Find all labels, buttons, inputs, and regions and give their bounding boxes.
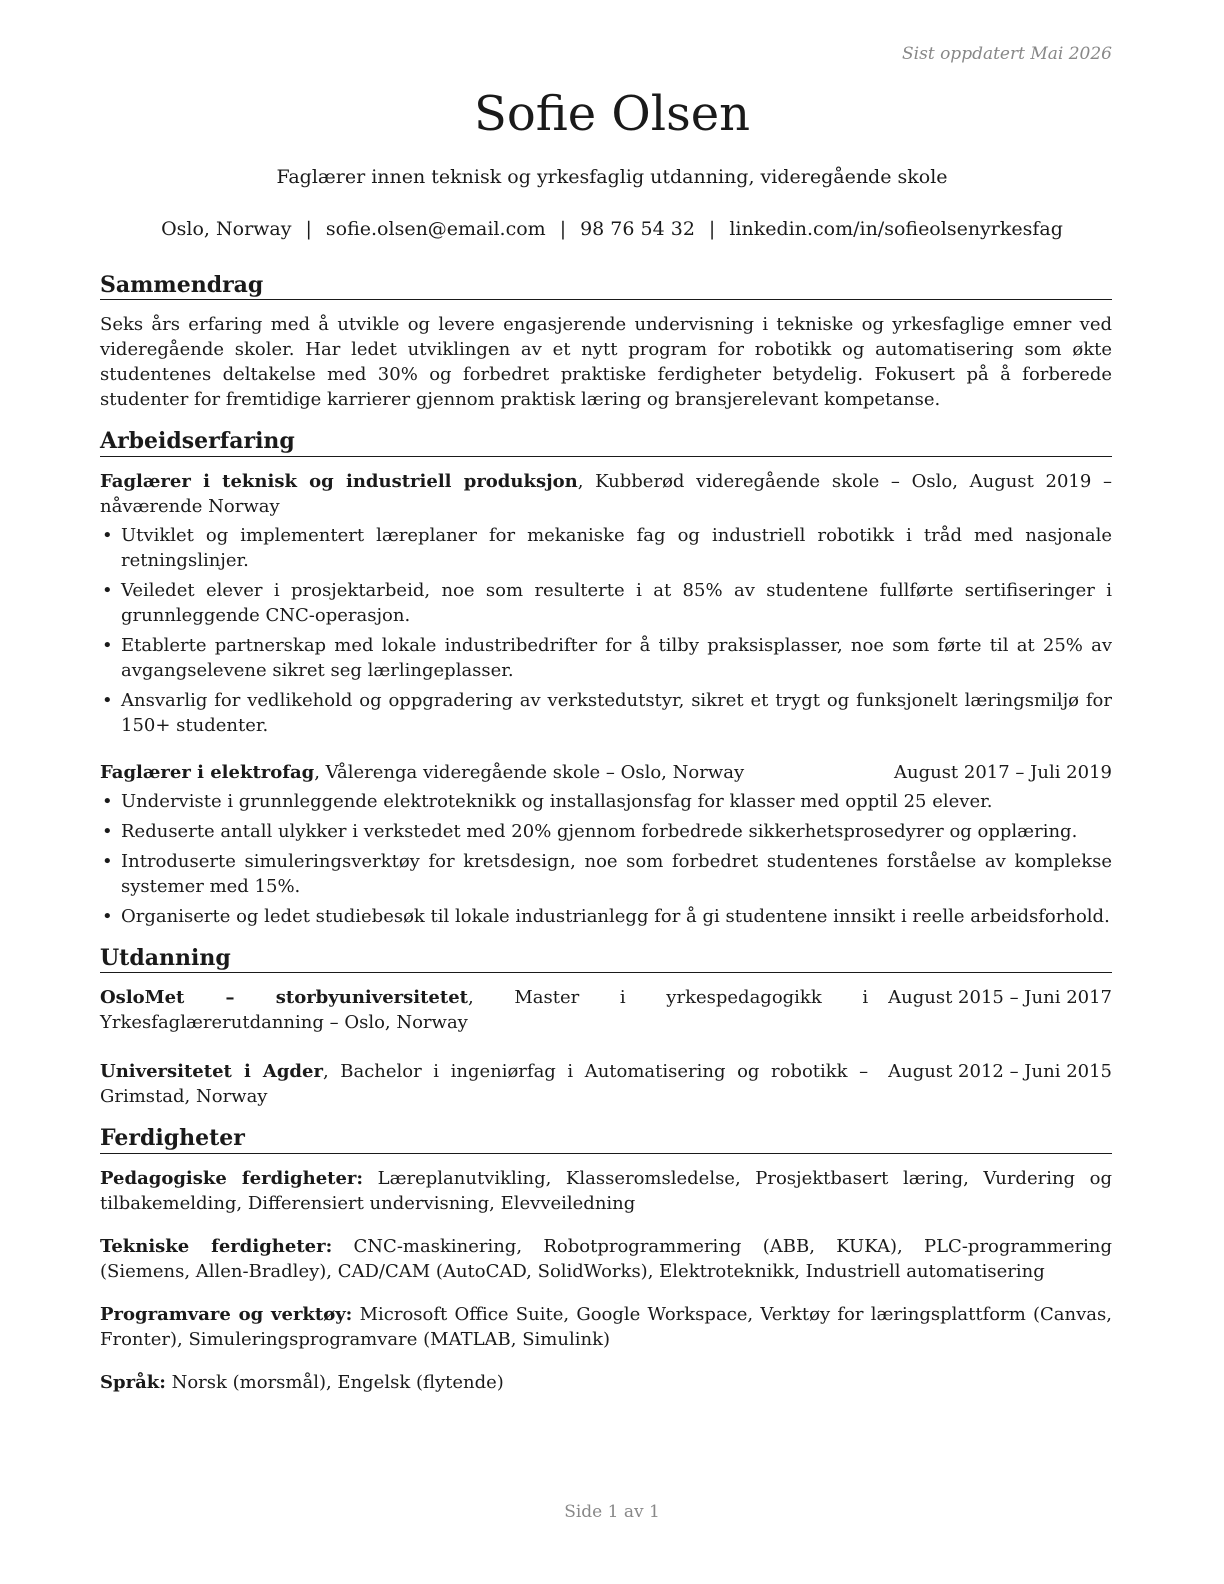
job-bullets (100, 789, 1112, 929)
contact-separator: | (559, 218, 567, 240)
skill-label: Språk: (100, 1371, 166, 1393)
contact-separator: | (708, 218, 716, 240)
skill-text: Norsk (morsmål), Engelsk (flytende) (165, 1371, 504, 1393)
job-dates: August 2019 – nåværende (100, 470, 1112, 517)
education-title-line (100, 985, 868, 1035)
list-item: • Utviklet og implementert læreplaner for mekaniske fag og industriell robotikk i tråd med nasjonale retningslinjer. (100, 523, 1112, 573)
job-title-line (100, 760, 744, 785)
experience-section (100, 428, 1112, 928)
contact-phone: 98 76 54 32 (580, 218, 695, 240)
summary-text: Seks års erfaring med å utvikle og levere engasjerende undervisning i tekniske og yrkesfaglige emner ved videregående skoler. Har ledet utviklingen av et nytt program for robotikk og automatisering som økte studentenes deltakelse med 30% og forbedret praktiske ferdigheter betydelig. Fokusert på å forberede studenter for fremtidige karrierer gjennom praktisk læring og bransjerelevant kompetanse. (100, 314, 1112, 411)
list-item: • Organiserte og ledet studiebesøk til lokale industrianlegg for å gi studentene innsikt i reelle arbeidsforhold. (100, 904, 1112, 929)
skill-line (100, 1302, 1112, 1352)
job-bullets (100, 523, 1112, 738)
education-detail: , Master i yrkespedagogikk i Yrkesfaglærerutdanning – Oslo, Norway (100, 987, 869, 1034)
skill-line (100, 1166, 1112, 1216)
tagline: Faglærer innen teknisk og yrkesfaglig utdanning, videregående skole (276, 166, 948, 188)
education-entry (100, 1059, 1112, 1109)
education-dates: August 2015 – Juni 2017 (888, 987, 1112, 1009)
job-place: , Kubberød videregående skole – Oslo, (577, 470, 970, 492)
job-dates: August 2017 – Juli 2019 (893, 761, 1112, 783)
candidate-name: Sofie Olsen (473, 86, 751, 142)
job-place: , Vålerenga videregående skole – Oslo, Norway (314, 761, 745, 783)
skill-line (100, 1234, 1112, 1284)
education-entry (100, 985, 1112, 1035)
education-section (100, 945, 1112, 1109)
education-detail: , Bachelor i ingeniørfag i Automatisering og robotikk – Grimstad, Norway (100, 1061, 869, 1108)
list-item: • Etablerte partnerskap med lokale industribedrifter for å tilby praksisplasser, noe som førte til at 25% av avgangselevene sikret seg lærlingeplasser. (100, 633, 1112, 683)
skill-text: Microsoft Office Suite, Google Workspace, Verktøy for læringsplattform (Canvas, Fronter), Simuleringsprogramvare (MATLAB, Simulink) (100, 1303, 1112, 1350)
job-header (100, 760, 1112, 785)
page-number: Side 1 av 1 (564, 1502, 660, 1522)
list-item: • Ansvarlig for vedlikehold og oppgradering av verkstedutstyr, sikret et trygt og funksjonelt læringsmiljø for 150+ studenter. (100, 688, 1112, 738)
list-item: • Introduserte simuleringsverktøy for kretsdesign, noe som forbedret studentenes forståelse av komplekse systemer med 15%. (100, 849, 1112, 899)
section-title-experience: Arbeidserfaring (100, 428, 1112, 456)
contact-email[interactable]: sofie.olsen@email.com (325, 218, 546, 240)
skill-text: CNC-maskinering, Robotprogrammering (ABB, KUKA), PLC-programmering (Siemens, Allen-Bradley), CAD/CAM (AutoCAD, SolidWorks), Elektroteknikk, Industriell automatisering (100, 1235, 1113, 1282)
section-title-skills: Ferdigheter (100, 1125, 1112, 1153)
contact-linkedin[interactable]: linkedin.com/in/sofieolsenyrkesfag (729, 218, 1063, 240)
skill-line (100, 1370, 1112, 1395)
skill-label: Tekniske ferdigheter: (100, 1235, 333, 1257)
job-country: Norway (202, 495, 280, 517)
list-item: • Underviste i grunnleggende elektroteknikk og installasjonsfag for klasser med opptil 25 elever. (100, 789, 1112, 814)
contact-separator: | (305, 218, 312, 240)
skill-text: Læreplanutvikling, Klasseromsledelse, Prosjektbasert læring, Vurdering og tilbakemelding, Differensiert undervisning, Elevveiledning (100, 1167, 1112, 1214)
job-header (100, 469, 1112, 519)
skill-label: Pedagogiske ferdigheter: (100, 1167, 364, 1189)
job-role: Faglærer i teknisk og industriell produksjon (100, 470, 578, 492)
education-title-line (100, 1059, 868, 1109)
summary-section (100, 272, 1112, 412)
last-updated: Sist oppdatert Mai 2026 (902, 44, 1112, 64)
list-item: • Reduserte antall ulykker i verkstedet med 20% gjennom forbedrede sikkerhetsprosedyrer og opplæring. (100, 819, 1112, 844)
list-item: • Veiledet elever i prosjektarbeid, noe som resulterte i at 85% av studentene fullførte sertifiseringer i grunnleggende CNC-operasjon. (100, 578, 1112, 628)
job-entry (100, 760, 1112, 929)
section-title-summary: Sammendrag (100, 272, 1112, 300)
section-title-education: Utdanning (100, 945, 1112, 973)
education-school: Universitetet i Agder (100, 1061, 323, 1083)
job-role: Faglærer i elektrofag (100, 761, 315, 783)
skill-label: Programvare og verktøy: (100, 1303, 353, 1325)
job-entry (100, 469, 1112, 738)
skills-section (100, 1125, 1112, 1394)
contact-location: Oslo, Norway (161, 218, 292, 240)
resume-body (100, 272, 1112, 1413)
education-school: OsloMet – storbyuniversitetet (100, 987, 468, 1009)
contact-line (0, 218, 1224, 240)
education-dates: August 2012 – Juni 2015 (888, 1061, 1112, 1083)
